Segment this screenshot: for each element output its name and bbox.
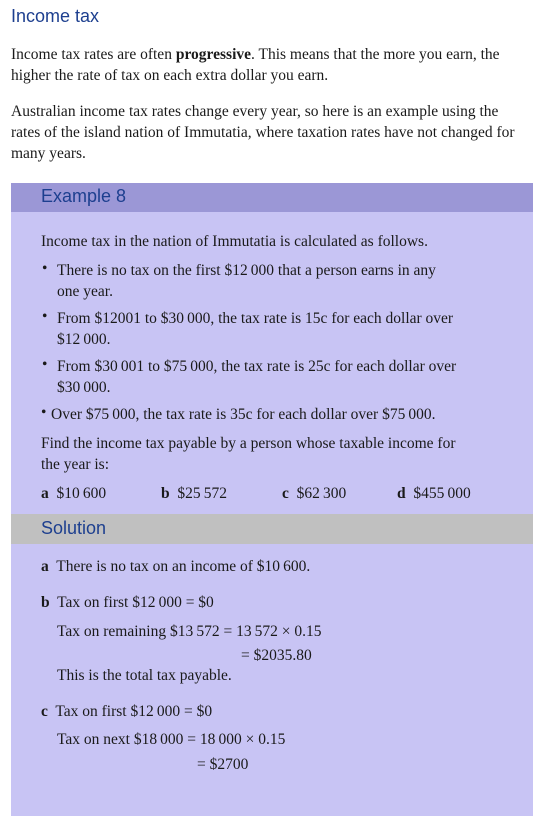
solution-label: b <box>41 594 50 611</box>
bullet-3-line-1: From $30 001 to $75 000, the tax rate is 25c for each dollar over <box>57 358 457 375</box>
bullet-1-line-1: There is no tax on the first $12 000 that a person earns in any <box>57 262 436 279</box>
bullet-dot: • <box>42 308 48 325</box>
bullet-dot: • <box>42 356 48 373</box>
section-heading: Income tax <box>11 6 100 26</box>
intro-text: Income tax rates are often <box>11 46 176 63</box>
example-lead: Income tax in the nation of Immutatia is calculated as follows. <box>41 233 428 250</box>
intro-text: . This means that the more you earn, the higher the rate of tax on each extra dollar you earn. <box>11 46 500 84</box>
solution-c-line-1 <box>41 701 212 722</box>
intro-paragraph-1 <box>11 44 531 86</box>
part-b <box>161 483 227 504</box>
part-d <box>397 483 471 504</box>
bullet-1-line-2: one year. <box>57 283 113 300</box>
solution-label: c <box>41 703 48 720</box>
question-line-2: the year is: <box>41 456 110 473</box>
bullet-2-line-1: From $12001 to $30 000, the tax rate is 15c for each dollar over <box>57 310 454 327</box>
solution-b-line-2: Tax on remaining $13 572 = 13 572 × 0.15 <box>57 623 322 640</box>
solution-title: Solution <box>11 514 533 544</box>
solution-c-text: Tax on first $12 000 = $0 <box>55 703 213 720</box>
part-c <box>282 483 346 504</box>
bullet-3-line-2: $30 000. <box>57 379 111 396</box>
part-a <box>41 483 106 504</box>
solution-c-line-3: = $2700 <box>197 756 249 773</box>
solution-a-text: There is no tax on an income of $10 600. <box>56 558 311 575</box>
part-value: $62 300 <box>296 485 347 502</box>
intro-bold-term: progressive <box>175 46 252 63</box>
solution-c-line-2: Tax on next $18 000 = 18 000 × 0.15 <box>57 731 286 748</box>
part-label: b <box>161 485 170 502</box>
part-label: a <box>41 485 49 502</box>
solution-b-line-3: = $2035.80 <box>241 647 312 664</box>
solution-label: a <box>41 558 49 575</box>
solution-b-text: Tax on first $12 000 = $0 <box>57 594 214 611</box>
bullet-dot: • <box>42 260 48 277</box>
bullet-4-line-1: Over $75 000, the tax rate is 35c for each dollar over $75 000. <box>51 406 436 423</box>
part-value: $25 572 <box>177 485 227 502</box>
solution-b-line-4: This is the total tax payable. <box>57 667 232 684</box>
bullet-2-line-2: $12 000. <box>57 331 111 348</box>
solution-b-line-1 <box>41 592 214 613</box>
part-label: c <box>282 485 289 502</box>
part-label: d <box>397 485 406 502</box>
part-value: $10 600 <box>56 485 107 502</box>
example-title: Example 8 <box>11 183 533 212</box>
question-line-1: Find the income tax payable by a person whose taxable income for <box>41 435 456 452</box>
part-value: $455 000 <box>413 485 471 502</box>
solution-a <box>41 556 310 577</box>
example-box <box>11 183 533 816</box>
bullet-dot: • <box>41 404 47 421</box>
intro-paragraph-2: Australian income tax rates change every year, so here is an example using the rates of the island nation of Immutatia, where taxation rates have not changed for many years. <box>11 103 515 162</box>
